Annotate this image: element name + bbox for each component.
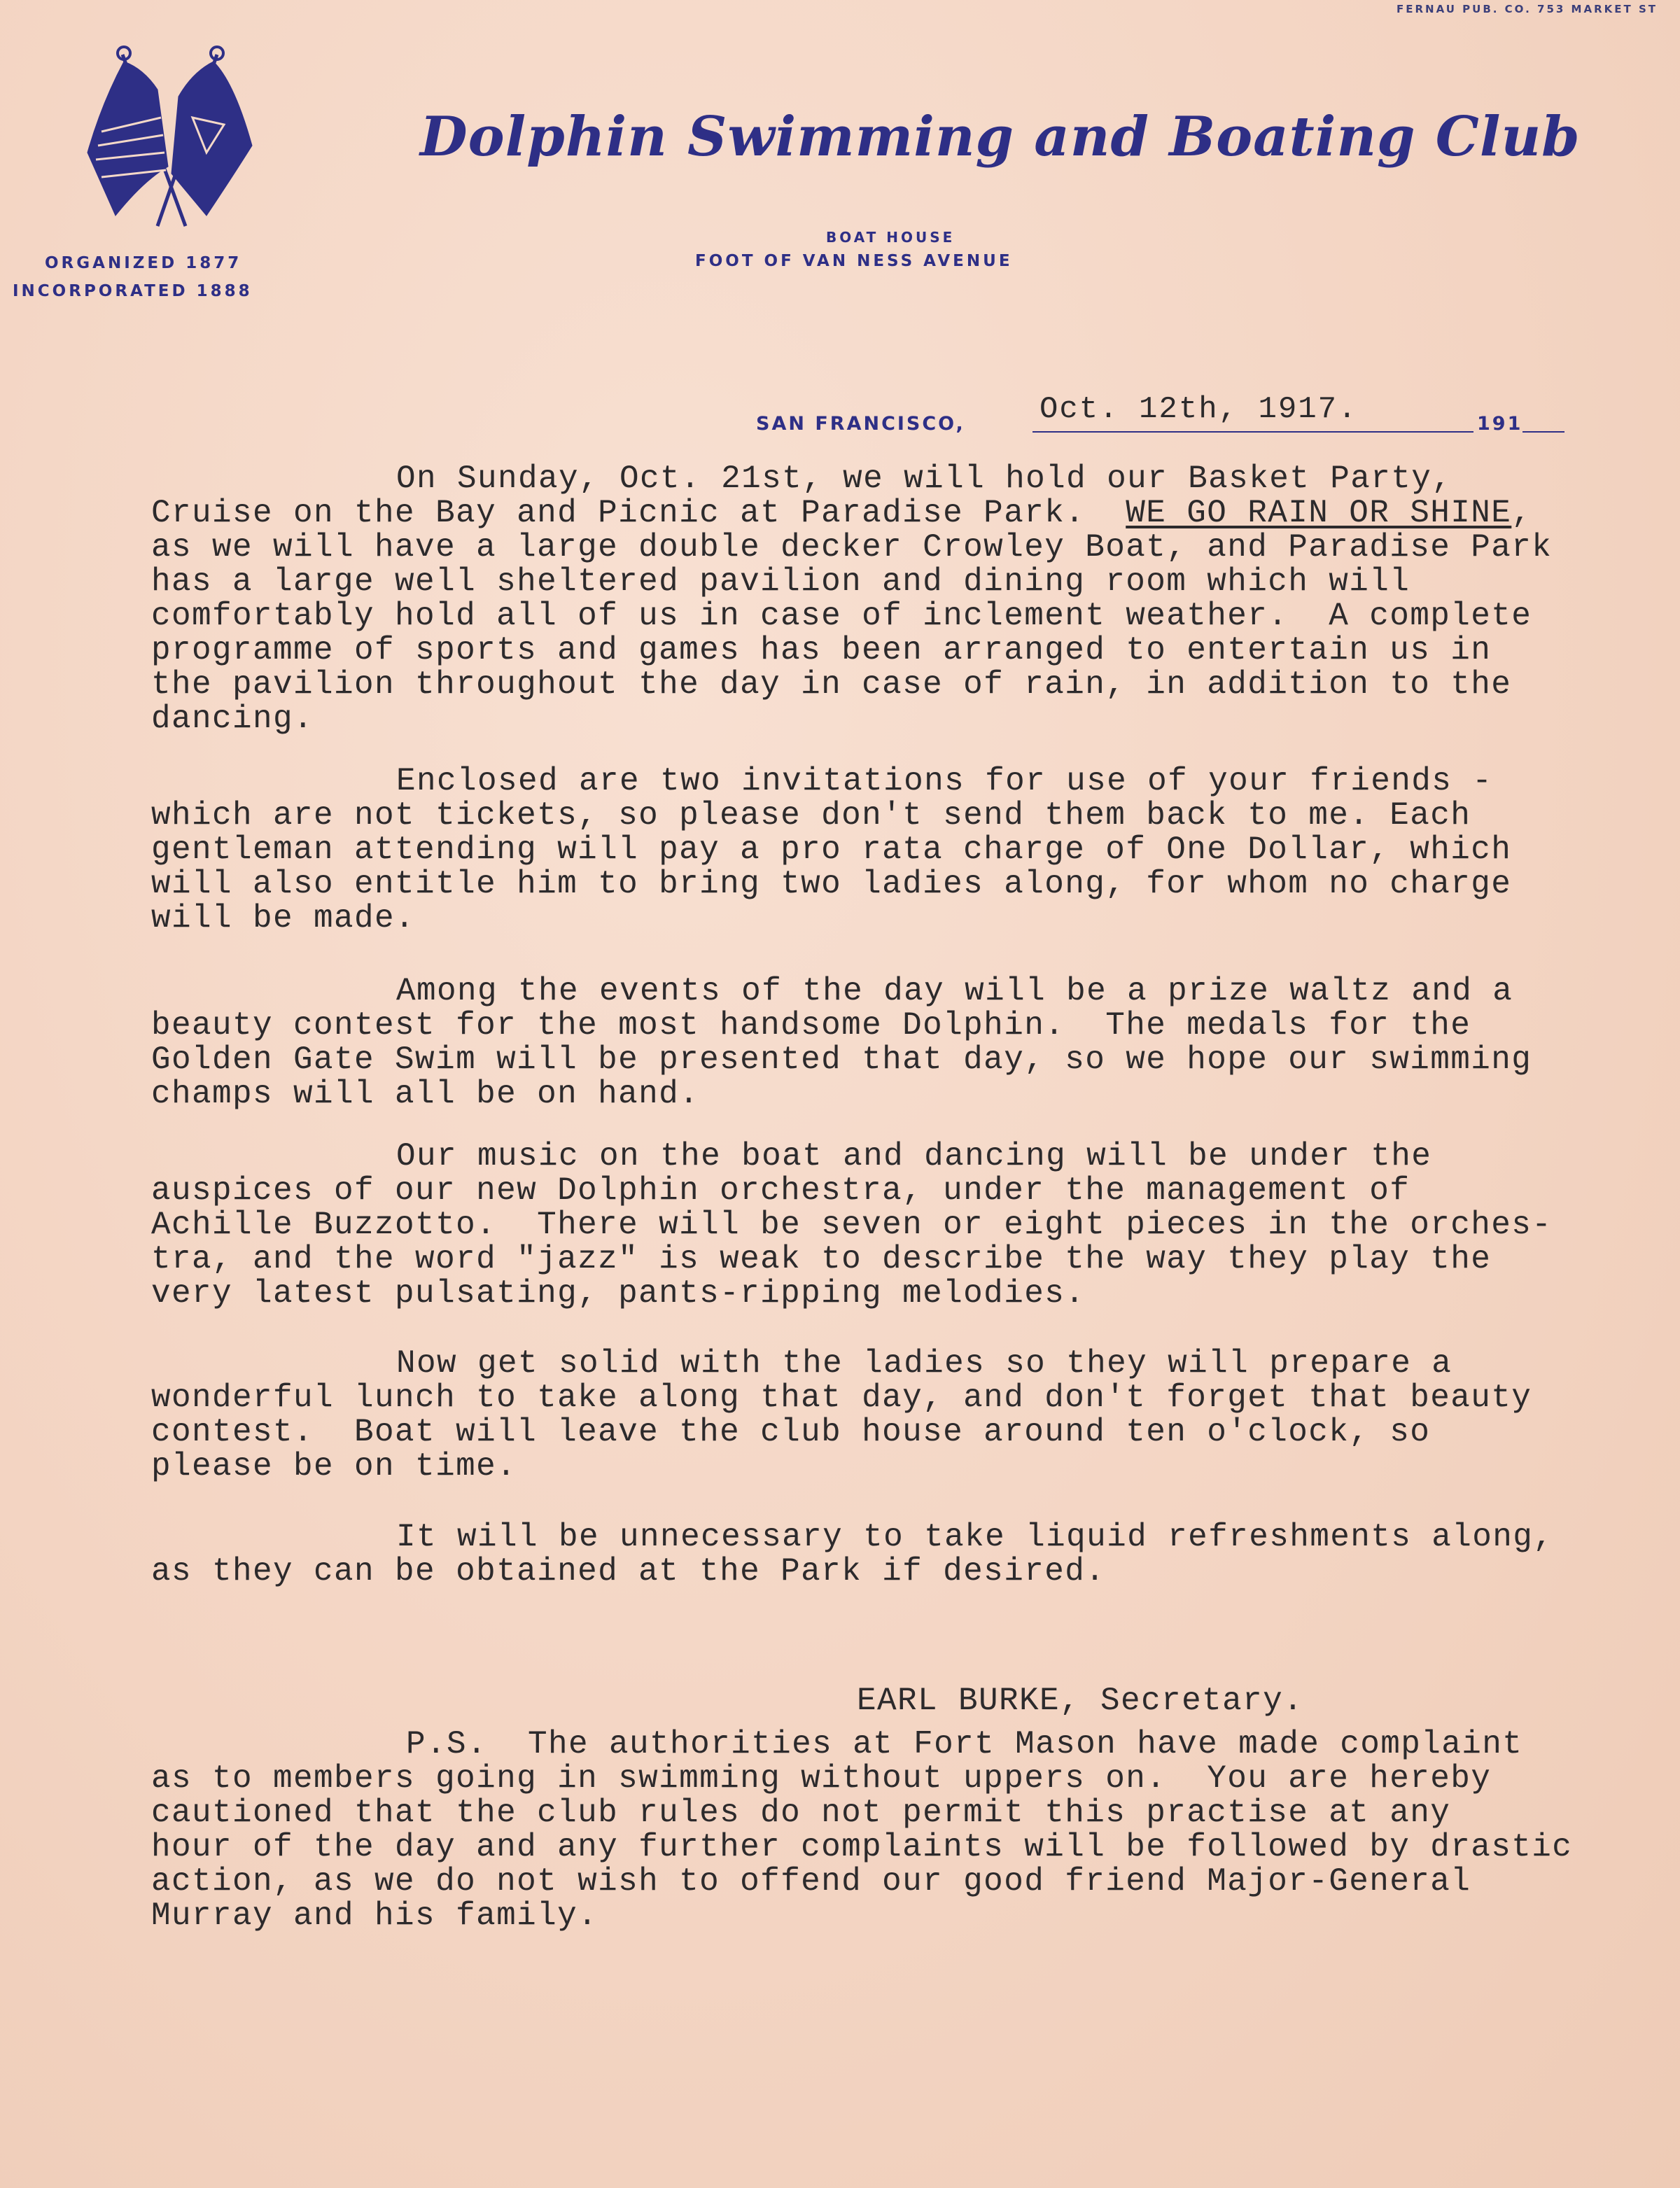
text-line: Among the events of the day will be a prize waltz and a (396, 973, 1513, 1009)
text-line: Achille Buzzotto. There will be seven or eight pieces in the orches- (151, 1207, 1553, 1243)
postscript (151, 1727, 1572, 1933)
postscript-line: hour of the day and any further complaints will be followed by drastic (151, 1829, 1573, 1865)
date-line (749, 392, 1568, 441)
text-line: tra, and the word "jazz" is weak to describe the way they play the (151, 1241, 1492, 1277)
underlined-text: WE GO RAIN OR SHINE (1126, 495, 1512, 531)
printer-mark: FERNAU PUB. CO. 753 MARKET ST (1396, 3, 1658, 15)
paragraph (151, 1347, 1532, 1484)
paragraph (151, 974, 1532, 1111)
boat-house-label: BOAT HOUSE (826, 229, 955, 246)
postscript-line: action, as we do not wish to offend our good friend Major-General (151, 1863, 1471, 1900)
date-rule (1032, 431, 1474, 433)
text-line: as we will have a large double decker Crowley Boat, and Paradise Park (151, 529, 1553, 566)
postscript-line: P.S. The authorities at Fort Mason have made complaint (406, 1726, 1523, 1762)
text-line: Enclosed are two invitations for use of your friends - (396, 763, 1493, 799)
text-line: dancing. (151, 701, 314, 737)
text-line: will also entitle him to bring two ladies along, for whom no charge (151, 866, 1512, 902)
text-line: On Sunday, Oct. 21st, we will hold our Basket Party, (396, 461, 1452, 497)
text-line: wonderful lunch to take along that day, and don't forget that beauty (151, 1380, 1532, 1416)
text-line: please be on time. (151, 1448, 517, 1485)
year-prefix: 191 (1477, 413, 1523, 435)
year-rule (1522, 431, 1564, 433)
text-line: gentleman attending will pay a pro rata charge of One Dollar, which (151, 832, 1512, 868)
crossed-flags-logo (74, 41, 262, 230)
text-line: as they can be obtained at the Park if desired. (151, 1553, 1106, 1590)
text-line: the pavilion throughout the day in case of rain, in addition to the (151, 666, 1512, 703)
text-segment: , (1511, 495, 1532, 531)
text-line: programme of sports and games has been arranged to entertain us in (151, 632, 1492, 668)
paragraph (151, 1520, 1553, 1589)
text-line: will be made. (151, 900, 416, 937)
city-label: SAN FRANCISCO, (756, 413, 965, 435)
postscript-line: Murray and his family. (151, 1898, 598, 1934)
incorporated-year: INCORPORATED 1888 (13, 282, 253, 300)
text-line: very latest pulsating, pants-ripping melodies. (151, 1275, 1086, 1312)
text-line (151, 496, 1552, 531)
text-line: comfortably hold all of us in case of inclement weather. A complete (151, 598, 1532, 634)
text-line: It will be unnecessary to take liquid refreshments along, (396, 1519, 1554, 1555)
postscript-line: cautioned that the club rules do not permit this practise at any (151, 1795, 1451, 1831)
text-line: auspices of our new Dolphin orchestra, under the management of (151, 1172, 1410, 1209)
text-line: which are not tickets, so please don't send them back to me. Each (151, 797, 1471, 834)
text-line: contest. Boat will leave the club house around ten o'clock, so (151, 1414, 1431, 1450)
text-line: champs will all be on hand. (151, 1076, 700, 1112)
text-line: Now get solid with the ladies so they will prepare a (396, 1345, 1452, 1382)
letter-date: Oct. 12th, 1917. (1040, 392, 1358, 427)
paragraph (151, 1139, 1552, 1311)
paragraph (151, 764, 1511, 936)
signature-text: EARL BURKE, Secretary. (857, 1683, 1304, 1719)
text-line: Golden Gate Swim will be presented that day, so we hope our swimming (151, 1042, 1532, 1078)
text-line: beauty contest for the most handsome Dolphin. The medals for the (151, 1007, 1471, 1044)
text-line: Our music on the boat and dancing will be under the (396, 1138, 1432, 1174)
text-segment: Cruise on the Bay and Picnic at Paradise Park. (151, 495, 1126, 531)
postscript-line: as to members going in swimming without uppers on. You are hereby (151, 1760, 1492, 1797)
paragraph (151, 462, 1552, 736)
organized-year: ORGANIZED 1877 (45, 254, 242, 272)
text-line: has a large well sheltered pavilion and dining room which will (151, 563, 1410, 600)
address: FOOT OF VAN NESS AVENUE (695, 252, 1013, 270)
club-name-title: Dolphin Swimming and Boating Club (420, 105, 1581, 169)
